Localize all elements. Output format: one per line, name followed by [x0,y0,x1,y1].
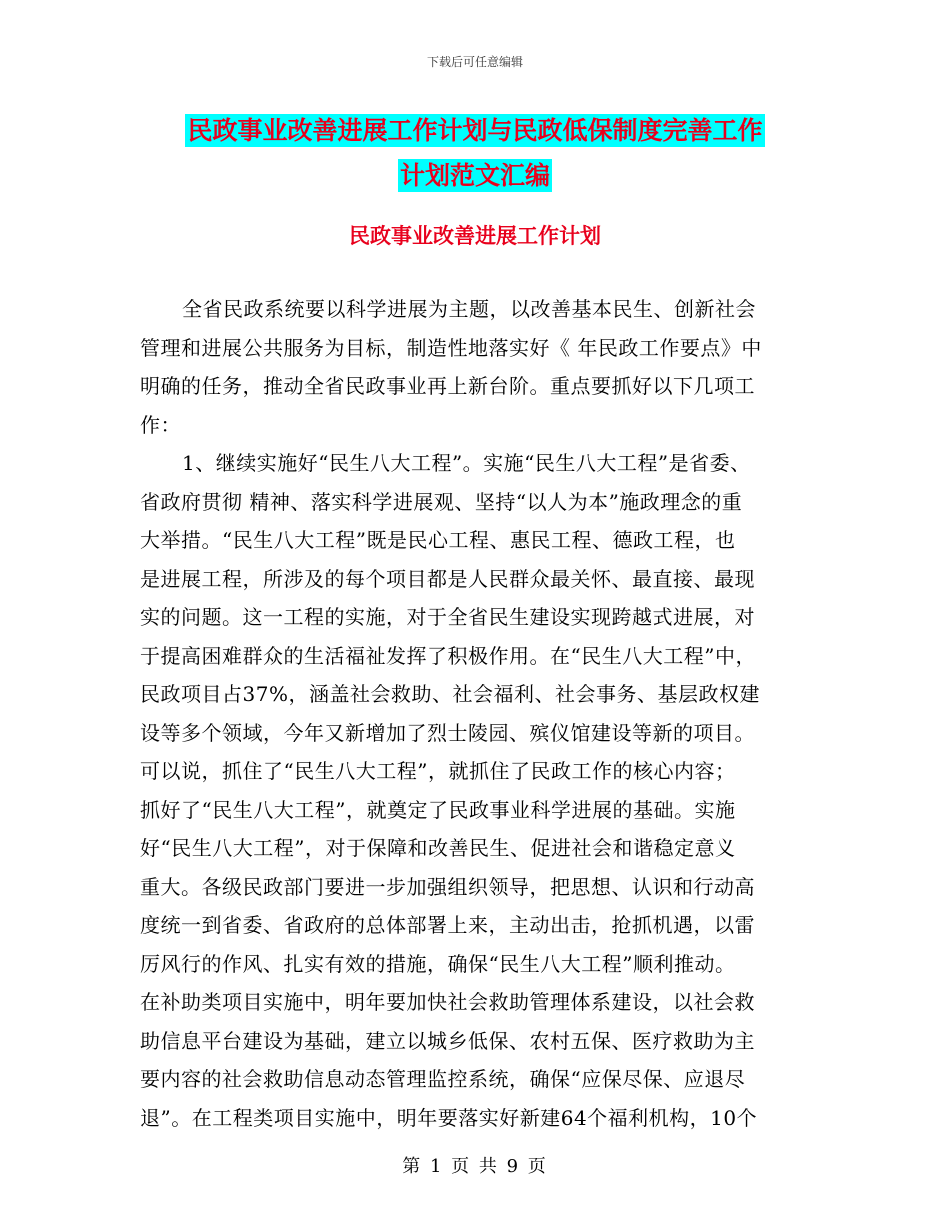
text-line: 明确的任务，推动全省民政事业再上新台阶。重点要抓好以下几项工 [140,374,755,398]
text-line: 作： [140,412,181,437]
document-title [0,108,950,198]
text-line: 设等多个领域，今年又新增加了烈士陵园、殡仪馆建设等新的项目。 [140,720,755,745]
text-line: 大举措。“民生八大工程”既是民心工程、惠民工程、德政工程，也 [140,528,736,552]
text-line: 抓好了“民生八大工程”，就奠定了民政事业科学进展的基础。实施 [140,797,736,822]
text-line: 实的问题。这一工程的实施，对于全省民生建设实现跨越式进展，对 [140,605,755,629]
text-line: 退”。在工程类项目实施中，明年要落实好新建64个福利机构，10个 [140,1105,758,1130]
text-line: 省政府贯彻 精神、落实科学进展观、坚持“以人为本”施政理念的重 [140,489,743,514]
title-line-2-text: 计划范文汇编 [399,161,550,190]
text-line: 可以说，抓住了“民生八大工程”，就抓住了民政工作的核心内容； [140,759,736,783]
text-line: 重大。各级民政部门要进一步加强组织领导，把思想、认识和行动高 [140,874,755,899]
header-note: 下载后可任意编辑 [426,55,523,69]
text-line: 好“民生八大工程”，对于保障和改善民生、促进社会和谐稳定意义 [140,836,736,860]
text-line: 于提高困难群众的生活福祉发挥了积极作用。在“民生八大工程”中， [140,643,756,668]
title-line-1-text: 民政事业改善进展工作计划与民政低保制度完善工作 [187,116,763,145]
text-line: 民政项目占37%，涵盖社会救助、社会福利、社会事务、基层政权建 [140,682,760,706]
text-line: 度统一到省委、省政府的总体部署上来，主动出击，抢抓机遇，以雷 [140,913,755,937]
text-line: 助信息平台建设为基础，建立以城乡低保、农村五保、医疗救助为主 [140,1028,755,1053]
body-text [140,290,830,1137]
title-line-2 [0,153,950,198]
text-line: 厉风行的作风、扎实有效的措施，确保“民生八大工程”顺利推动。 [140,951,736,976]
text-line: 1、继续实施好“民生八大工程”。实施“民生八大工程”是省委、 [182,451,751,475]
text-line: 是进展工程，所涉及的每个项目都是人民群众最关怀、最直接、最现 [140,566,755,591]
text-line: 管理和进展公共服务为目标，制造性地落实好《 年民政工作要点》中 [140,335,762,360]
text-line: 要内容的社会救助信息动态管理监控系统，确保“应保尽保、应退尽 [140,1067,746,1091]
title-line-1 [0,108,950,153]
page-number: 第 1 页 共 9 页 [402,1156,548,1177]
text-line: 在补助类项目实施中，明年要加快社会救助管理体系建设，以社会救 [140,990,755,1014]
section-title: 民政事业改善进展工作计划 [349,224,601,248]
text-line: 全省民政系统要以科学进展为主题，以改善基本民生、创新社会 [182,297,756,321]
